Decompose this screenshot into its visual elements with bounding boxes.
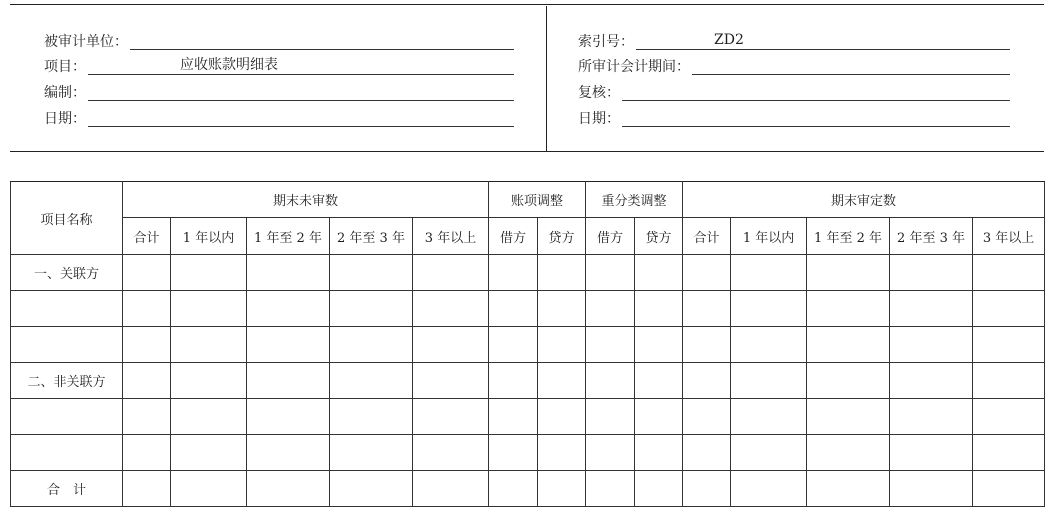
table-cell[interactable] (731, 327, 807, 363)
table-cell[interactable] (330, 291, 413, 327)
table-cell[interactable] (807, 471, 890, 507)
table-cell[interactable] (123, 399, 171, 435)
sub-header: 借方 (586, 218, 635, 255)
table-cell[interactable] (890, 399, 973, 435)
sub-header: 1 年至 2 年 (247, 218, 330, 255)
table-cell[interactable] (413, 471, 489, 507)
header-divider (546, 6, 547, 151)
table-cell[interactable] (330, 471, 413, 507)
table-cell[interactable] (330, 255, 413, 291)
sub-header: 合计 (123, 218, 171, 255)
table-cell[interactable] (586, 255, 635, 291)
index-field[interactable] (578, 28, 1010, 50)
table-cell[interactable] (683, 255, 731, 291)
left-date-line[interactable] (88, 108, 514, 127)
group-header-reclass-adjustment: 重分类调整 (586, 182, 683, 218)
table-cell[interactable] (635, 327, 683, 363)
table-cell[interactable] (489, 435, 538, 471)
project-label: 项目： (44, 59, 86, 75)
table-cell[interactable] (807, 363, 890, 399)
table-cell[interactable] (123, 291, 171, 327)
table-cell[interactable] (330, 435, 413, 471)
table-cell[interactable] (413, 327, 489, 363)
table-cell[interactable] (586, 471, 635, 507)
left-date-label: 日期： (44, 111, 86, 127)
table-cell[interactable] (807, 399, 890, 435)
table-row (11, 363, 1045, 399)
table-cell[interactable] (538, 399, 586, 435)
table-body (11, 255, 1045, 507)
table-cell[interactable] (489, 255, 538, 291)
table-cell[interactable] (635, 399, 683, 435)
row-label: 一、关联方 (11, 255, 123, 291)
table-cell[interactable] (413, 255, 489, 291)
table-row (11, 327, 1045, 363)
table-cell[interactable] (890, 471, 973, 507)
table-cell[interactable] (247, 363, 330, 399)
table-cell[interactable] (171, 291, 247, 327)
table-cell[interactable] (489, 471, 538, 507)
row-label (11, 291, 123, 327)
sub-header: 2 年至 3 年 (890, 218, 973, 255)
table-cell[interactable] (635, 471, 683, 507)
table-cell[interactable] (538, 327, 586, 363)
table-cell[interactable] (731, 255, 807, 291)
prepared-by-field[interactable] (44, 79, 514, 101)
table-cell[interactable] (413, 399, 489, 435)
group-header-account-adjustment: 账项调整 (489, 182, 586, 218)
table-cell[interactable] (635, 363, 683, 399)
col-header-item-name: 项目名称 (11, 182, 123, 255)
sub-header: 贷方 (538, 218, 586, 255)
table-cell[interactable] (683, 399, 731, 435)
table-cell[interactable] (489, 363, 538, 399)
sub-header: 1 年以内 (171, 218, 247, 255)
row-label: 合 计 (11, 471, 123, 507)
right-date-label: 日期： (578, 111, 620, 127)
table-cell[interactable] (586, 399, 635, 435)
table-row (11, 435, 1045, 471)
review-label: 复核： (578, 85, 620, 101)
row-label (11, 399, 123, 435)
review-field[interactable] (578, 79, 1010, 101)
right-date-field[interactable] (578, 105, 1010, 127)
table-cell[interactable] (973, 435, 1045, 471)
left-date-field[interactable] (44, 105, 514, 127)
table-cell[interactable] (586, 291, 635, 327)
review-line[interactable] (622, 82, 1010, 101)
table-cell[interactable] (890, 255, 973, 291)
table-cell[interactable] (123, 435, 171, 471)
table-cell[interactable] (973, 255, 1045, 291)
table-cell[interactable] (538, 363, 586, 399)
table-row (11, 471, 1045, 507)
table-cell[interactable] (807, 255, 890, 291)
table-cell[interactable] (171, 435, 247, 471)
table-cell[interactable] (413, 435, 489, 471)
index-line[interactable] (636, 31, 1010, 50)
top-rule (10, 4, 1044, 5)
sub-header: 1 年至 2 年 (807, 218, 890, 255)
table-cell[interactable] (731, 363, 807, 399)
table-cell[interactable] (683, 435, 731, 471)
table-cell[interactable] (489, 399, 538, 435)
index-value: ZD2 (714, 32, 744, 48)
table-cell[interactable] (586, 363, 635, 399)
table-cell[interactable] (890, 363, 973, 399)
period-label: 所审计会计期间： (578, 59, 690, 75)
table-cell[interactable] (247, 327, 330, 363)
project-field[interactable] (44, 53, 514, 75)
table-cell[interactable] (890, 435, 973, 471)
table-cell[interactable] (973, 327, 1045, 363)
table-cell[interactable] (171, 255, 247, 291)
table-cell[interactable] (538, 435, 586, 471)
table-cell[interactable] (683, 327, 731, 363)
table-cell[interactable] (683, 471, 731, 507)
audited-unit-label: 被审计单位： (44, 34, 128, 50)
table-cell[interactable] (247, 255, 330, 291)
table-cell[interactable] (171, 399, 247, 435)
sub-header: 3 年以上 (973, 218, 1045, 255)
table-cell[interactable] (683, 291, 731, 327)
sub-header: 合计 (683, 218, 731, 255)
prepared-by-label: 编制： (44, 85, 86, 101)
table-cell[interactable] (635, 255, 683, 291)
table-cell[interactable] (973, 399, 1045, 435)
table-cell[interactable] (489, 327, 538, 363)
table-cell[interactable] (538, 471, 586, 507)
table-cell[interactable] (330, 363, 413, 399)
project-line[interactable] (88, 56, 514, 75)
table-row (11, 399, 1045, 435)
sub-header: 2 年至 3 年 (330, 218, 413, 255)
table-cell[interactable] (123, 327, 171, 363)
table-cell[interactable] (247, 291, 330, 327)
row-label: 二、非关联方 (11, 363, 123, 399)
table-cell[interactable] (538, 255, 586, 291)
table-cell[interactable] (731, 291, 807, 327)
period-field[interactable] (578, 53, 1010, 75)
table-cell[interactable] (413, 363, 489, 399)
table-cell[interactable] (330, 399, 413, 435)
table-cell[interactable] (586, 327, 635, 363)
table-cell[interactable] (538, 291, 586, 327)
table-cell[interactable] (247, 399, 330, 435)
sub-header: 贷方 (635, 218, 683, 255)
table-cell[interactable] (123, 363, 171, 399)
table-cell[interactable] (973, 291, 1045, 327)
table-cell[interactable] (731, 435, 807, 471)
receivables-table (10, 181, 1045, 507)
table-cell[interactable] (586, 435, 635, 471)
table-cell[interactable] (171, 327, 247, 363)
table-cell[interactable] (683, 363, 731, 399)
table-cell[interactable] (973, 363, 1045, 399)
sub-header: 3 年以上 (413, 218, 489, 255)
sub-header: 借方 (489, 218, 538, 255)
group-header-audited: 期末审定数 (683, 182, 1045, 218)
table-row (11, 291, 1045, 327)
period-line[interactable] (692, 56, 1010, 75)
prepared-by-line[interactable] (88, 82, 514, 101)
table-cell[interactable] (330, 327, 413, 363)
group-header-unaudited: 期末未审数 (123, 182, 489, 218)
table-cell[interactable] (807, 327, 890, 363)
header-bottom-rule (10, 151, 1044, 152)
sub-header: 1 年以内 (731, 218, 807, 255)
table-cell[interactable] (890, 291, 973, 327)
table-cell[interactable] (123, 471, 171, 507)
table-cell[interactable] (123, 255, 171, 291)
table-cell[interactable] (413, 291, 489, 327)
table-cell[interactable] (807, 435, 890, 471)
audited-unit-field[interactable] (44, 28, 514, 50)
table-cell[interactable] (635, 435, 683, 471)
table-cell[interactable] (890, 327, 973, 363)
table-cell[interactable] (807, 291, 890, 327)
table-cell[interactable] (171, 363, 247, 399)
table-cell[interactable] (489, 291, 538, 327)
project-value: 应收账款明细表 (180, 57, 278, 73)
table-cell[interactable] (247, 435, 330, 471)
audited-unit-line[interactable] (130, 31, 514, 50)
row-label (11, 435, 123, 471)
index-label: 索引号： (578, 34, 634, 50)
table-row (11, 255, 1045, 291)
row-label (11, 327, 123, 363)
right-date-line[interactable] (622, 108, 1010, 127)
table-cell[interactable] (171, 471, 247, 507)
table-cell[interactable] (635, 291, 683, 327)
table-cell[interactable] (731, 471, 807, 507)
table-cell[interactable] (731, 399, 807, 435)
table-cell[interactable] (973, 471, 1045, 507)
table-cell[interactable] (247, 471, 330, 507)
